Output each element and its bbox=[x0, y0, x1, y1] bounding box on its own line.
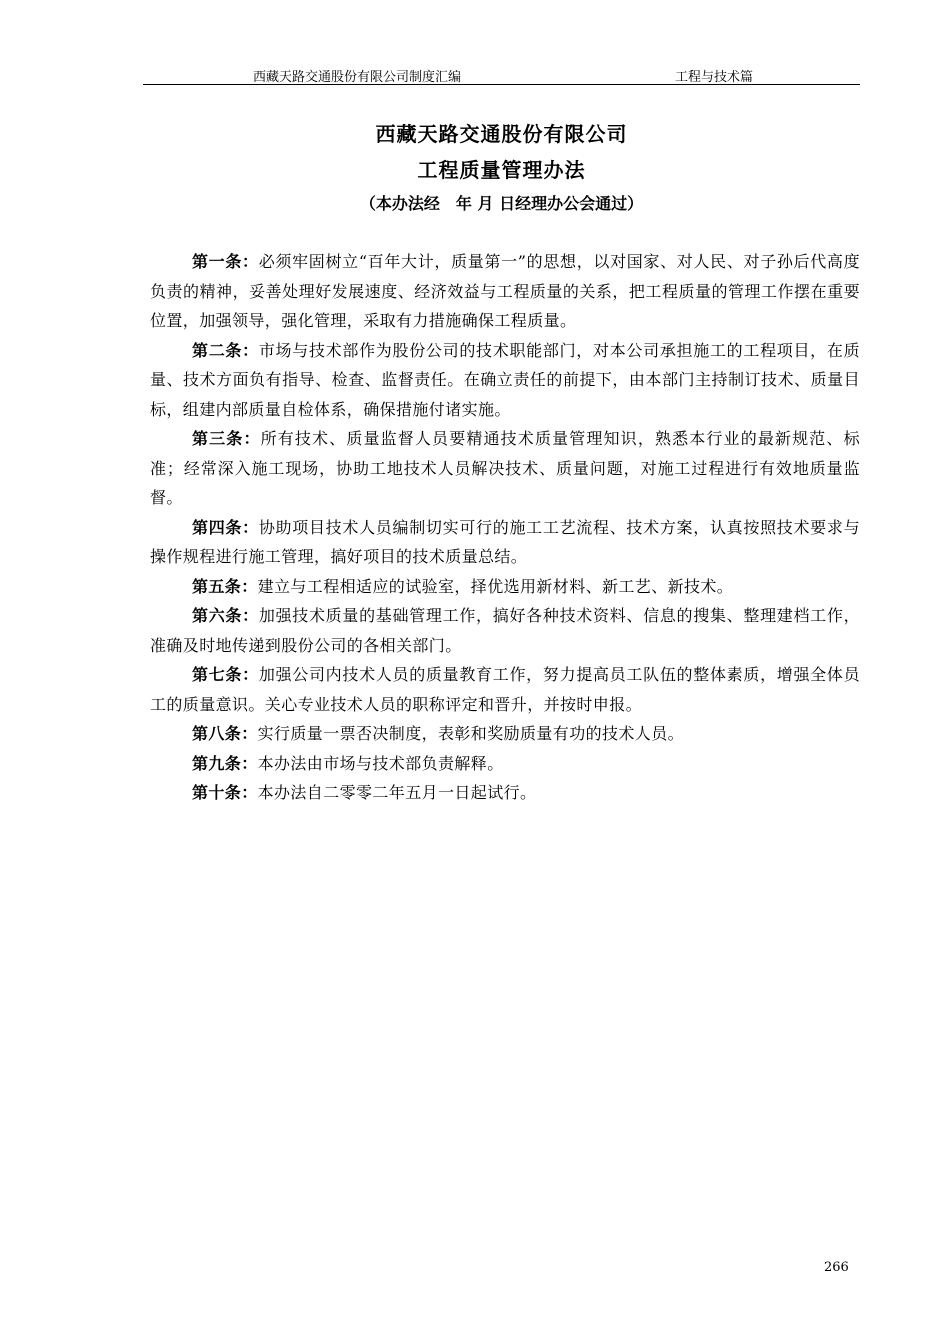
document-titles bbox=[143, 118, 860, 216]
article-label: 第四条： bbox=[192, 517, 259, 537]
article-10 bbox=[150, 778, 860, 808]
article-text: 市场与技术部作为股份公司的技术职能部门，对本公司承担施工的工程项目，在质量、技术方面负有指导、检查、监督责任。在确立责任的前提下，由本部门主持制订技术、质量目标，组建内部质量自检体系，确保措施付诸实施。 bbox=[150, 340, 860, 419]
document-subtitle: （本办法经 年 月 日经理办公会通过） bbox=[359, 194, 644, 213]
article-4 bbox=[150, 513, 860, 572]
document-body bbox=[150, 247, 860, 808]
article-label: 第八条： bbox=[192, 724, 258, 743]
article-text: 加强公司内技术人员的质量教育工作，努力提高员工队伍的整体素质，增强全体员工的质量意识。关心专业技术人员的职称评定和晋升，并按时申报。 bbox=[150, 665, 860, 714]
article-2 bbox=[150, 336, 860, 425]
article-text: 本办法自二零零二年五月一日起试行。 bbox=[257, 783, 537, 802]
page-header bbox=[143, 64, 860, 85]
document-title: 工程质量管理办法 bbox=[417, 158, 586, 182]
article-label: 第一条： bbox=[192, 252, 259, 271]
article-8 bbox=[150, 719, 860, 749]
article-label: 第二条： bbox=[192, 340, 259, 360]
article-label: 第十条： bbox=[192, 783, 258, 802]
article-text: 协助项目技术人员编制切实可行的施工工艺流程、技术方案，认真按照技术要求与操作规程进行施工管理，搞好项目的技术质量总结。 bbox=[150, 517, 860, 566]
article-text: 必须牢固树立“百年大计，质量第一”的思想，以对国家、对人民、对子孙后代高度负责的精神，妥善处理好发展速度、经济效益与工程质量的关系，把工程质量的管理工作摆在重要位置，加强领导，强化管理，采取有力措施确保工程质量。 bbox=[150, 252, 860, 330]
article-label: 第三条： bbox=[192, 429, 261, 448]
article-text: 实行质量一票否决制度，表彰和奖励质量有功的技术人员。 bbox=[257, 724, 685, 743]
article-text: 加强技术质量的基础管理工作，搞好各种技术资料、信息的搜集、整理建档工作，准确及时地传递到股份公司的各相关部门。 bbox=[150, 606, 860, 655]
article-label: 第七条： bbox=[192, 665, 259, 684]
article-9 bbox=[150, 749, 860, 779]
article-label: 第六条： bbox=[192, 606, 259, 625]
header-right: 工程与技术篇 bbox=[675, 70, 754, 85]
article-label: 第九条： bbox=[192, 753, 258, 773]
article-text: 建立与工程相适应的试验室，择优选用新材料、新工艺、新技术。 bbox=[257, 576, 734, 596]
article-7 bbox=[150, 660, 860, 719]
article-3 bbox=[150, 424, 860, 513]
page-number: 266 bbox=[824, 1260, 849, 1275]
header-left: 西藏天路交通股份有限公司制度汇编 bbox=[253, 70, 462, 85]
company-title: 西藏天路交通股份有限公司 bbox=[375, 122, 628, 146]
article-label: 第五条： bbox=[192, 576, 258, 596]
article-1 bbox=[150, 247, 860, 336]
article-5 bbox=[150, 572, 860, 602]
article-text: 本办法由市场与技术部负责解释。 bbox=[257, 753, 504, 773]
article-6 bbox=[150, 601, 860, 660]
article-text: 所有技术、质量监督人员要精通技术质量管理知识，熟悉本行业的最新规范、标准；经常深入施工现场，协助工地技术人员解决技术、质量问题，对施工过程进行有效地质量监督。 bbox=[150, 429, 860, 507]
